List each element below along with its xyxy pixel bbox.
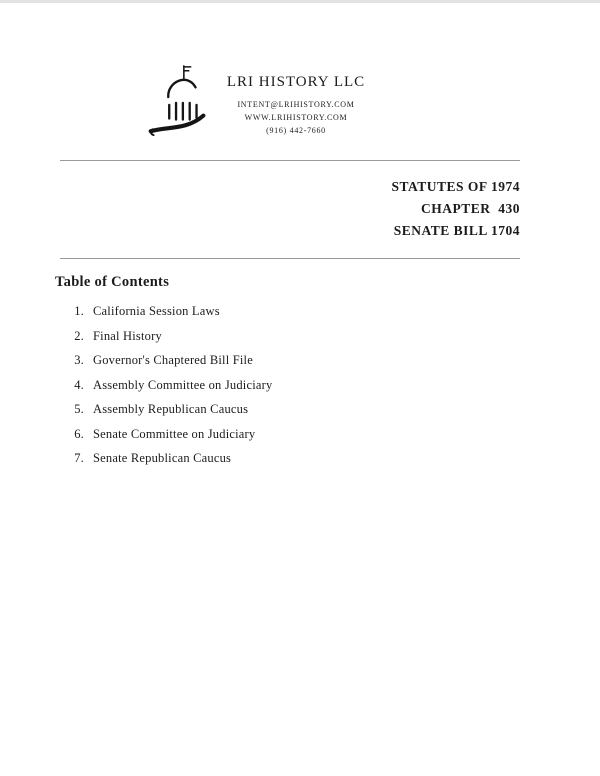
- toc-item-number: 6.: [74, 426, 84, 441]
- toc-list: [68, 305, 272, 477]
- chapter-line: CHAPTER 430: [420, 201, 520, 216]
- senate-bill-line: SENATE BILL 1704: [393, 223, 520, 238]
- company-website: WWW.LRIHISTORY.COM: [244, 113, 348, 122]
- toc-item-label: Senate Committee on Judiciary: [93, 426, 256, 441]
- company-phone: (916) 442-7660: [266, 126, 326, 135]
- toc-item-number: 1.: [74, 304, 84, 318]
- case-info-block: [391, 176, 520, 242]
- toc-item-label: Assembly Committee on Judiciary: [93, 377, 273, 392]
- toc-item: [68, 403, 272, 417]
- toc-item-label: California Session Laws: [93, 304, 220, 318]
- toc-item-number: 4.: [74, 377, 84, 392]
- divider-top: [60, 160, 520, 161]
- toc-item-number: 7.: [74, 451, 84, 465]
- scan-edge-artifact: [0, 0, 600, 3]
- toc-item: [68, 330, 272, 344]
- letterhead: [220, 74, 372, 137]
- toc-item-label: Assembly Republican Caucus: [93, 402, 249, 416]
- toc-item-number: 2.: [74, 328, 84, 343]
- capitol-sketch-logo-icon: [143, 62, 213, 140]
- toc-item: [68, 354, 272, 368]
- toc-item: [68, 428, 272, 442]
- toc-item: [68, 452, 272, 466]
- toc-item-number: 3.: [74, 353, 84, 367]
- toc-item: [68, 305, 272, 319]
- toc-item-number: 5.: [74, 402, 84, 416]
- statutes-line: STATUTES OF 1974: [391, 179, 520, 194]
- company-name: LRI HISTORY LLC: [226, 74, 366, 90]
- toc-item: [68, 379, 272, 393]
- toc-item-label: Final History: [93, 328, 162, 343]
- toc-title: Table of Contents: [55, 274, 170, 290]
- company-email: INTENT@LRIHISTORY.COM: [237, 100, 355, 109]
- divider-middle: [60, 258, 520, 259]
- toc-item-label: Governor's Chaptered Bill File: [93, 353, 253, 367]
- toc-item-label: Senate Republican Caucus: [93, 451, 232, 465]
